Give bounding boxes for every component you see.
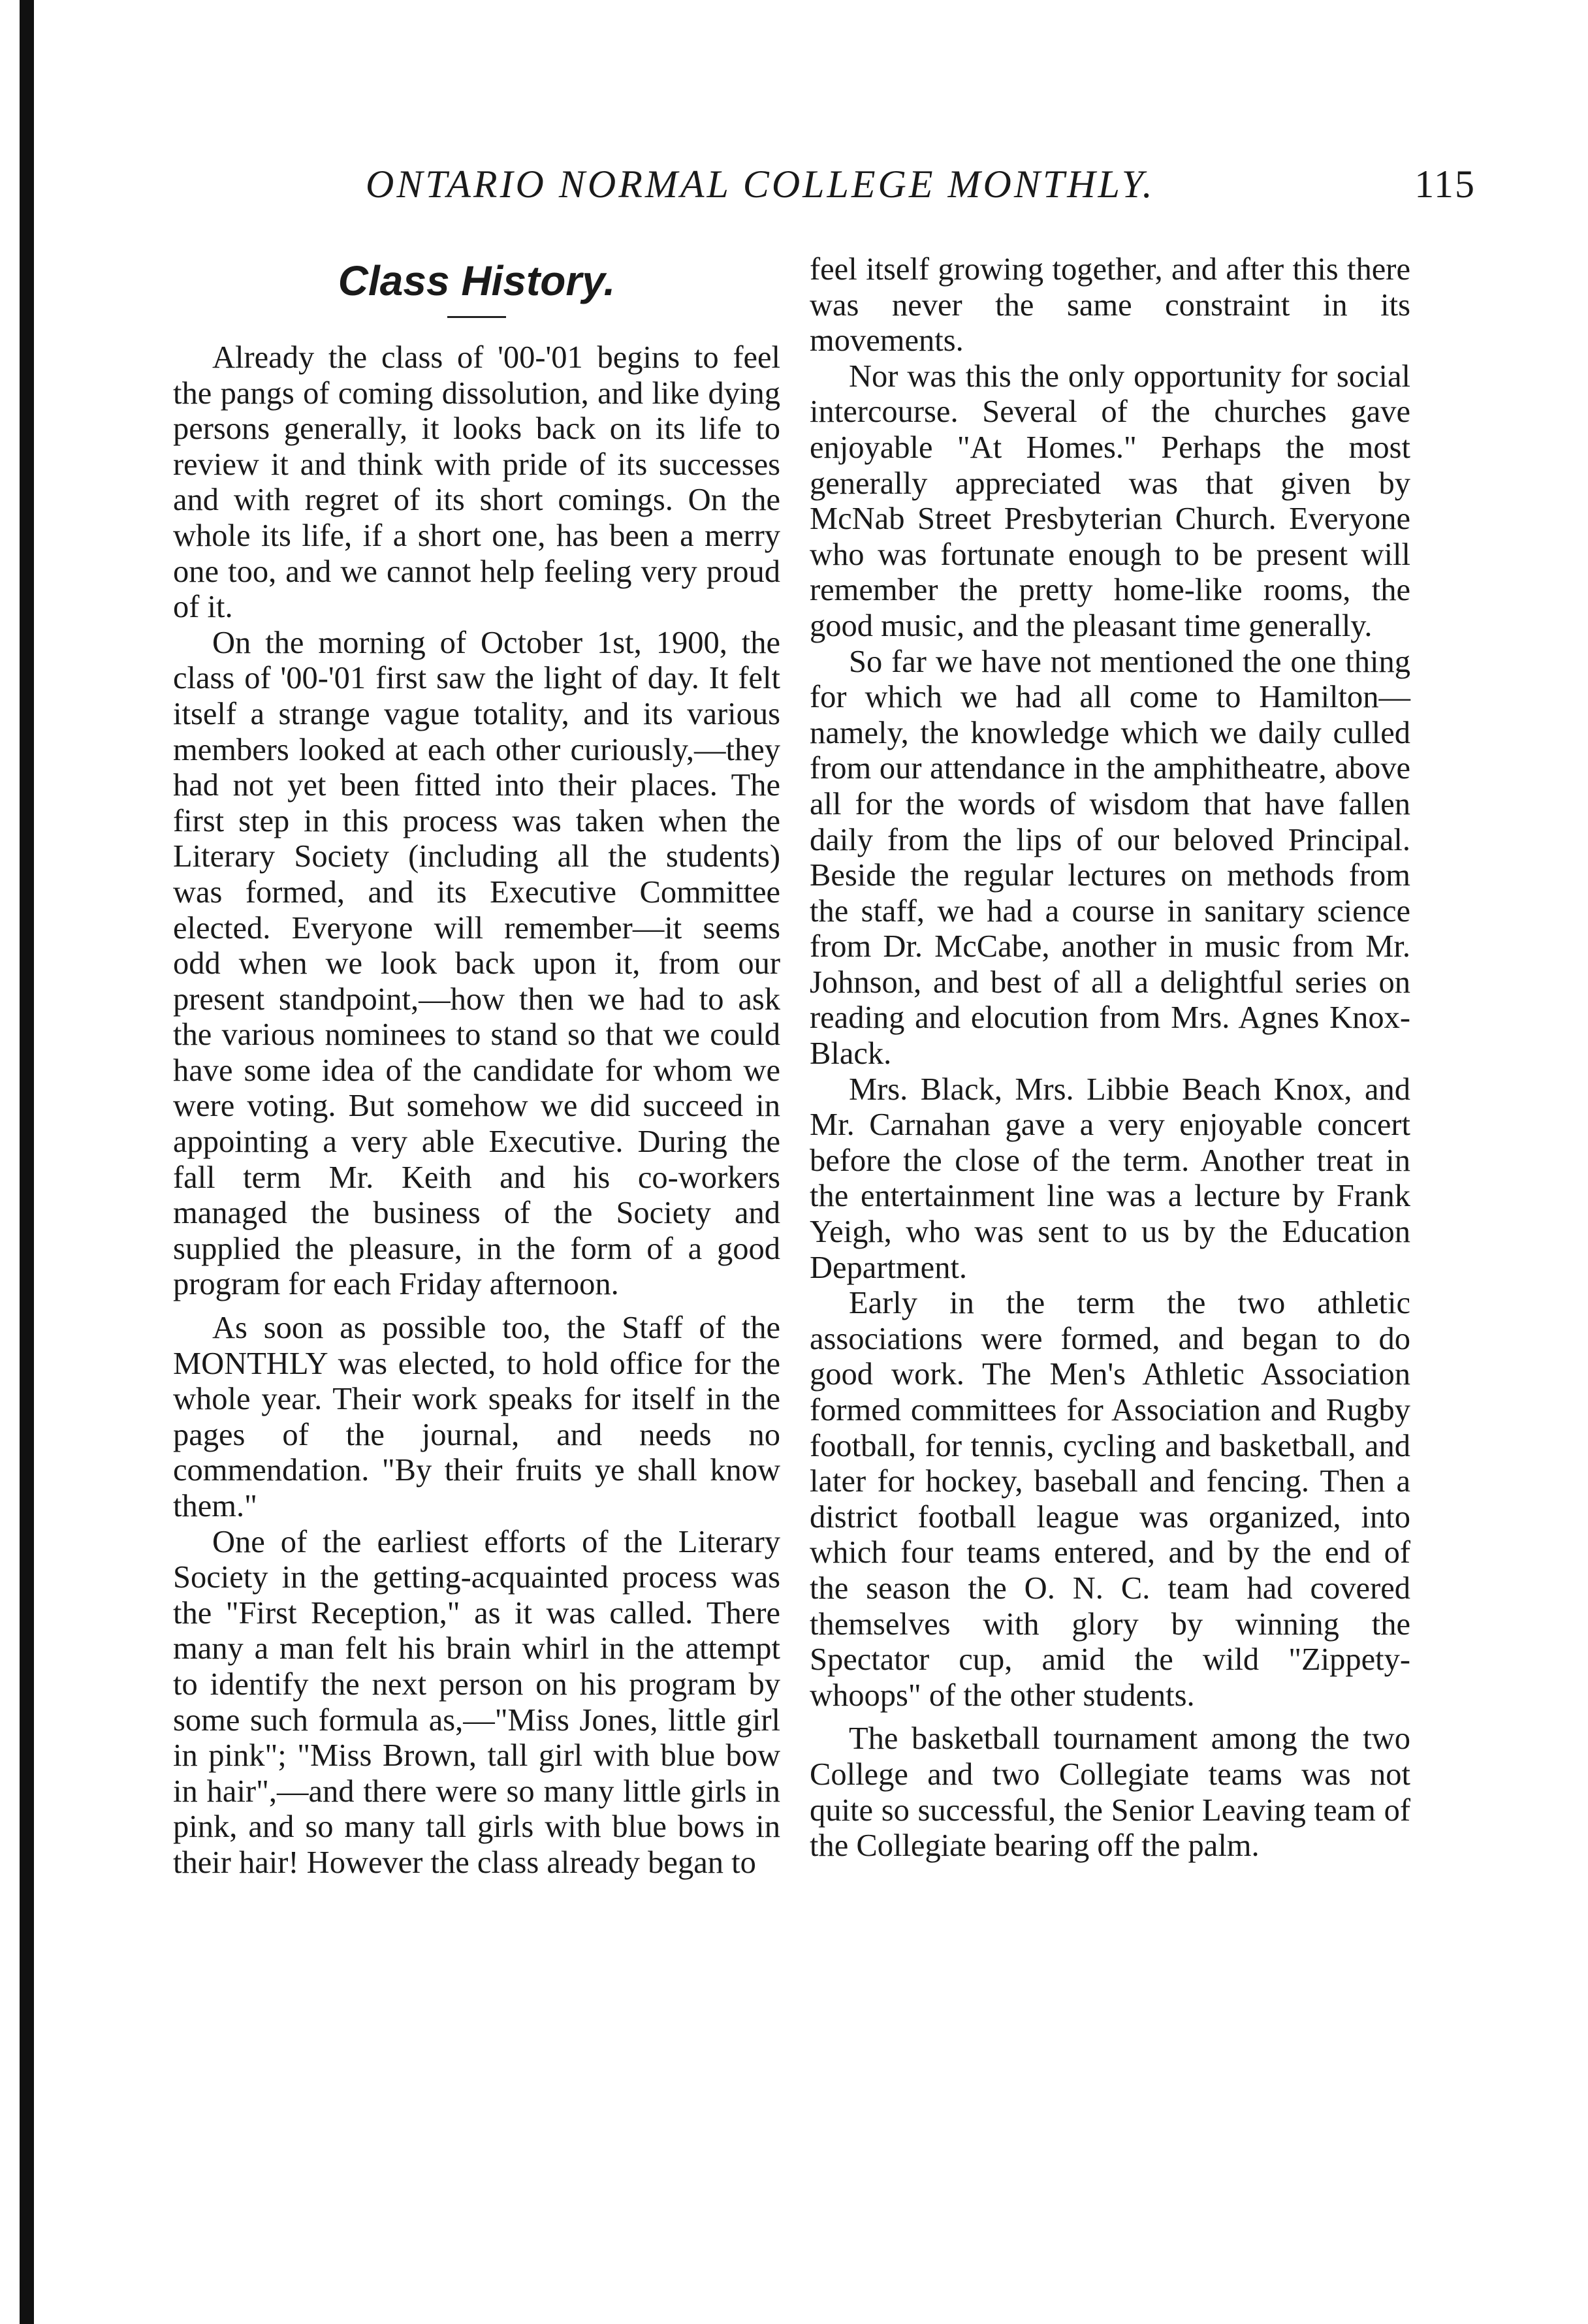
paragraph: One of the earliest efforts of the Literary Society in the getting-acquainted process was the "First Reception," as it was called. There many a man felt his brain whirl in the attempt to identify the next person on his program by some such formula as,—"Miss Jones, little girl in pink"; "Miss Brown, tall girl with blue bow in hair",—and there were so many little girls in pink, and so many tall girls with blue bows in their hair! However the class already began to <box>173 1524 780 1880</box>
running-head <box>366 162 1476 214</box>
page-number: 115 <box>1414 163 1476 206</box>
paragraph: So far we have not mentioned the one thing for which we had all come to Hamilton—namely, the knowledge which we daily culled from our attendance in the amphitheatre, above all for the words of wisdom that have fallen daily from the lips of our beloved Principal. Beside the regular lectures on methods from the staff, we had a course in sanitary science from Dr. McCabe, another in music from Mr. Johnson, and best of all a delightful series on reading and elocution from Mrs. Agnes Knox-Black. <box>810 644 1410 1072</box>
paragraph: Mrs. Black, Mrs. Libbie Beach Knox, and Mr. Carnahan gave a very enjoyable concert before the close of the term. Another treat in the entertainment line was a lecture by Frank Yeigh, who was sent to us by the Education Department. <box>810 1072 1410 1285</box>
running-title: ONTARIO NORMAL COLLEGE MONTHLY. <box>366 163 1155 206</box>
article-title: Class History. <box>338 257 616 304</box>
page-edge-bar <box>20 0 34 2324</box>
paragraph: As soon as possible too, the Staff of the MONTHLY was elected, to hold office for the whole year. Their work speaks for itself in the pages of the journal, and needs no commendation. "By their fruits ye shall know them." <box>173 1311 780 1523</box>
right-column <box>810 252 1410 1864</box>
paragraph: On the morning of October 1st, 1900, the class of '00-'01 first saw the light of day. It felt itself a strange vague totality, and its various members looked at each other curiously,—they had not yet been fitted into their places. The first step in this process was taken when the Literary Society (including all the students) was formed, and its Executive Committee elected. Everyone will remember—it seems odd when we look back upon it, from our present standpoint,—how then we had to ask the various nominees to stand so that we could have some idea of the candidate for whom we were voting. But somehow we did succeed in appointing a very able Executive. During the fall term Mr. Keith and his co-workers managed the business of the Society and supplied the pleasure, in the form of a good program for each Friday afternoon. <box>173 625 780 1302</box>
paragraph: Already the class of '00-'01 begins to feel the pangs of coming dissolution, and like dying persons generally, it looks back on its life to review it and think with pride of its successes and with regret of its short comings. On the whole its life, if a short one, has been a merry one too, and we cannot help feeling very proud of it. <box>173 340 780 625</box>
paragraph: Early in the term the two athletic associations were formed, and began to do good work. The Men's Athletic Association formed committees for Association and Rugby football, for tennis, cycling and basketball, and later for hockey, baseball and fencing. Then a district football league was organized, into which four teams entered, and by the end of the season the O. N. C. team had covered themselves with glory by winning the Spectator cup, amid the wild "Zippety-whoops" of the other students. <box>810 1286 1410 1713</box>
paragraph-continued: feel itself growing together, and after this there was never the same constraint in its movements. <box>810 252 1410 358</box>
left-column <box>173 255 780 1881</box>
paragraph: Nor was this the only opportunity for social intercourse. Several of the churches gave enjoyable "At Homes." Perhaps the most generally appreciated was that given by McNab Street Presbyterian Church. Everyone who was fortunate enough to be present will remember the pretty home-like rooms, the good music, and the pleasant time generally. <box>810 358 1410 643</box>
title-rule <box>447 316 506 318</box>
paragraph: The basketball tournament among the two College and two Collegiate teams was not quite so successful, the Senior Leaving team of the Collegiate bearing off the palm. <box>810 1721 1410 1864</box>
